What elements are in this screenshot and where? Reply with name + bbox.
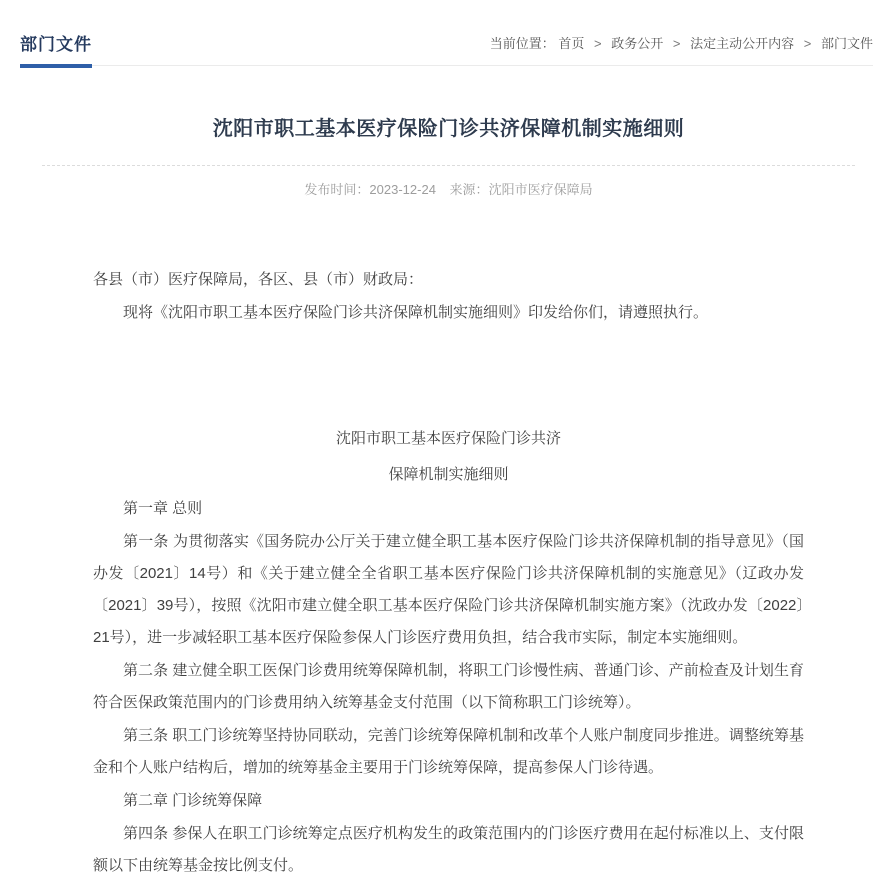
article-clause-1: 第一条 为贯彻落实《国务院办公厅关于建立健全职工基本医疗保险门诊共济保障机制的指导意见》（国办发〔2021〕14号）和《关于建立健全全省职工基本医疗保险门诊共济保障机制的实施意见》（辽政办发〔2021〕39号），按照《沈阳市建立健全职工基本医疗保险门诊共济保障机制实施方案》（沈政办发〔2022〕21号），进一步减轻职工基本医疗保险参保人门诊医疗费用负担，结合我市实际，制定本实施细则。 [93, 533, 804, 646]
breadcrumb-separator-icon: > [803, 36, 812, 51]
article-meta [42, 179, 855, 198]
breadcrumb-item-government-affairs[interactable]: 政务公开 [611, 36, 664, 51]
dashed-divider [42, 165, 855, 166]
chapter-heading-1: 第一章 总则 [123, 500, 203, 517]
section-tab [20, 30, 92, 68]
publish-time-value: 2023-12-24 [369, 182, 436, 197]
doc-title-line-2: 保障机制实施细则 [388, 466, 509, 483]
article-clause-3: 第三条 职工门诊统筹坚持协同联动，完善门诊统筹保障机制和改革个人账户制度同步推进。调整统筹基金和个人账户结构后，增加的统筹基金主要用于门诊统筹保障，提高参保人门诊待遇。 [93, 727, 804, 776]
source-value: 沈阳市医疗保障局 [488, 182, 593, 197]
salutation: 各县（市）医疗保障局，各区、县（市）财政局： [93, 271, 424, 288]
breadcrumb-item-department-documents[interactable]: 部门文件 [820, 36, 873, 51]
breadcrumb-item-statutory-disclosure[interactable]: 法定主动公开内容 [690, 36, 795, 51]
document-body [93, 264, 804, 882]
source-label: 来源： [449, 182, 489, 197]
breadcrumb-item-home[interactable]: 首页 [558, 36, 585, 51]
article [42, 112, 855, 882]
spacer [93, 330, 804, 420]
publish-time-label: 发布时间： [304, 182, 370, 197]
breadcrumb-separator-icon: > [594, 36, 602, 51]
article-title: 沈阳市职工基本医疗保险门诊共济保障机制实施细则 [212, 118, 685, 140]
breadcrumb-separator-icon: > [672, 36, 681, 51]
article-clause-4: 第四条 参保人在职工门诊统筹定点医疗机构发生的政策范围内的门诊医疗费用在起付标准以上、支付限额以下由统筹基金按比例支付。 [93, 825, 804, 874]
doc-title-line-1: 沈阳市职工基本医疗保险门诊共济 [335, 430, 561, 447]
chapter-heading-2: 第二章 门诊统筹保障 [123, 792, 263, 809]
topbar [20, 0, 873, 66]
section-title: 部门文件 [20, 35, 92, 54]
breadcrumb-label: 当前位置： [489, 36, 555, 51]
breadcrumb [490, 33, 873, 65]
intro-paragraph: 现将《沈阳市职工基本医疗保险门诊共济保障机制实施细则》印发给你们，请遵照执行。 [123, 304, 709, 321]
article-clause-2: 第二条 建立健全职工医保门诊费用统筹保障机制，将职工门诊慢性病、普通门诊、产前检查及计划生育符合医保政策范围内的门诊费用纳入统筹基金支付范围（以下简称职工门诊统筹）。 [93, 662, 804, 711]
